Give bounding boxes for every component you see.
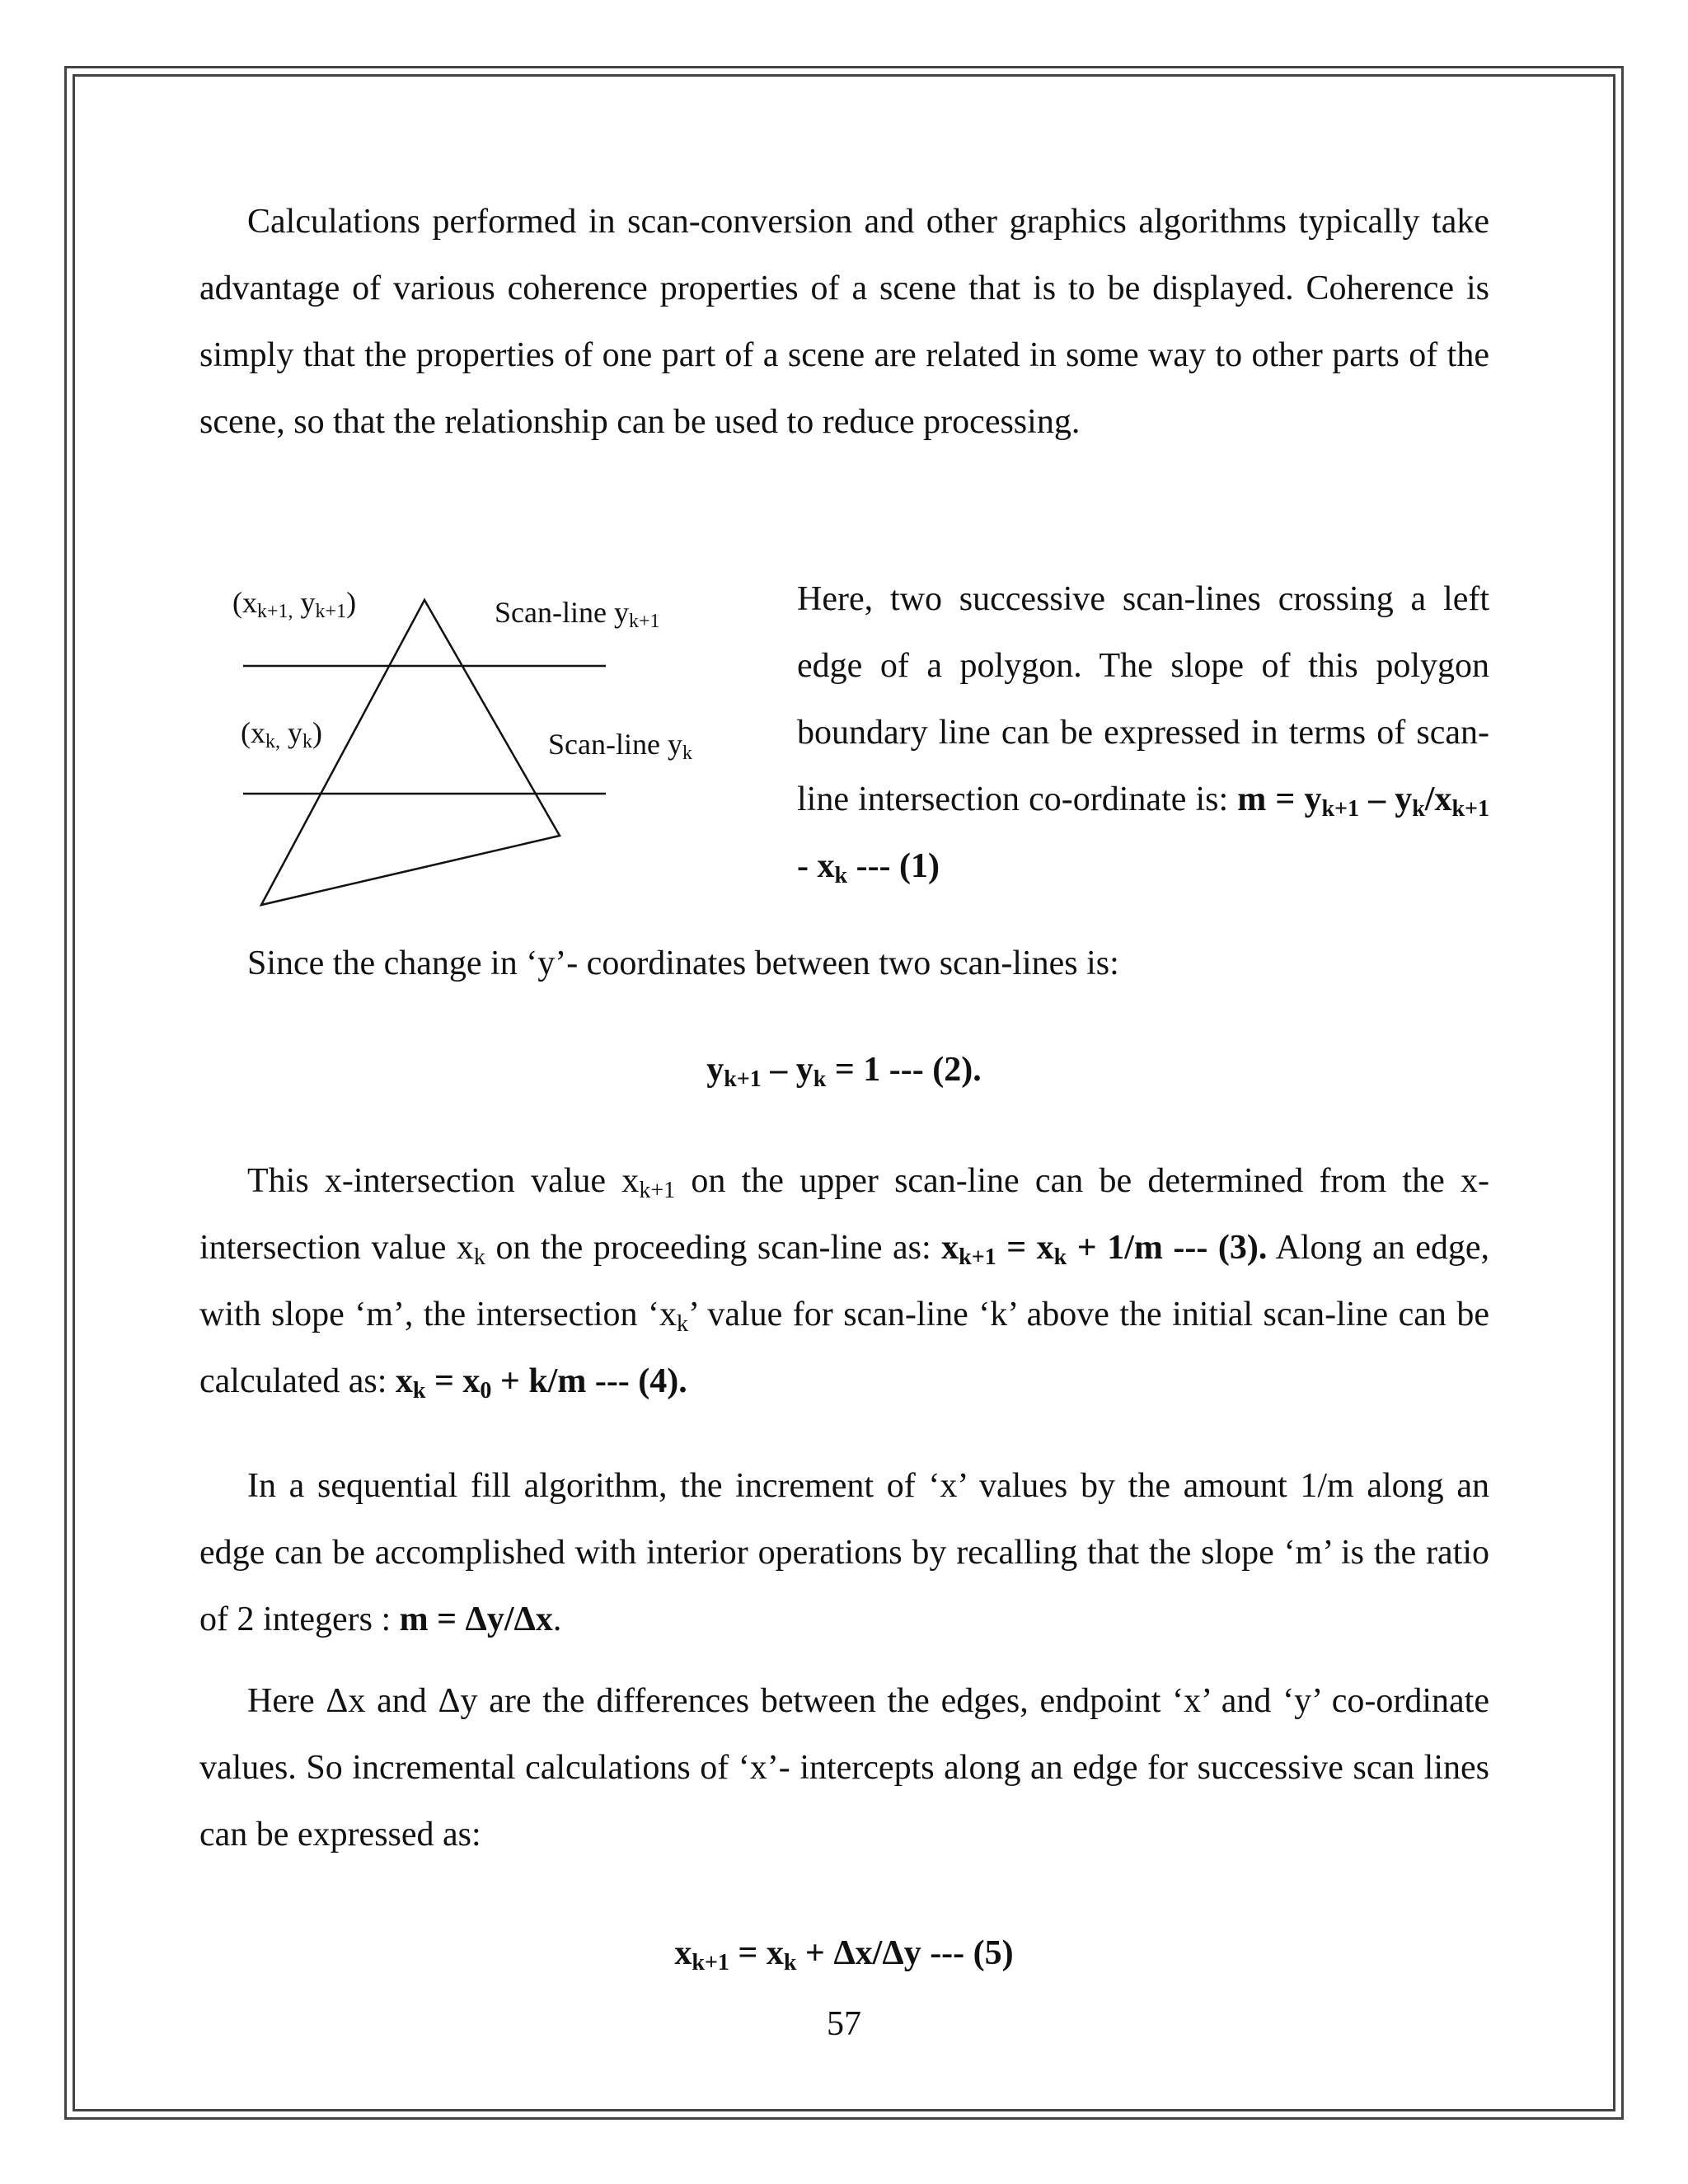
equation-5: $x_{k+1} = x_k + \Delta x/\Delta y$ --- (5) xyxy=(674,1934,1014,1975)
paragraph-x-intersection xyxy=(199,1148,1489,1415)
slope-ratio-equation: m = Δy/Δx xyxy=(399,1601,553,1638)
paragraph-1-text: Calculations performed in scan-conversion and other graphics algorithms typically take advantage of various coherence properties of a scene that is to be displayed. Coherence is simply that the properties of one part of a scene are related in some way to other parts of the scene, so that the relationship can be used to reduce processing. xyxy=(199,203,1489,441)
paragraph-incremental xyxy=(199,1668,1489,1868)
equation-4: $x_k = x_0 + k/m$ --- (4). xyxy=(395,1362,687,1404)
paragraph-4-text: In a sequential fill algorithm, the increment of ‘x’ values by the amount 1/m along an edge can be accomplished with interior operations by recalling that the slope ‘m’ is the ratio of 2 integers : m = Δy/Δx. xyxy=(199,1467,1489,1638)
paragraph-3-text: This x-intersection value $x_{k+1}$ on the upper scan-line can be determined from the x-intersection value $x_k$ on the proceeding scan-line as: $x_{k+1} = x_k + 1/m$ --- (3). Along an edge, with slope ‘m’, the intersection ‘$x_k$’ value for scan-line ‘k’ above the initial scan-line can be calculated as: $x_k = x_0 + k/m$ --- (4). xyxy=(199,1162,1490,1404)
slope-description: Here, two successive scan-lines crossing a left edge of a polygon. The slope of this polygon boundary line can be expressed in terms of scan-line intersection co-ordinate is: $m = y_{k+1} - y_k/x_{k+1} - x_k$ --- (1) xyxy=(797,580,1489,888)
equation-2: $y_{k+1} - y_k = 1$ --- (2). xyxy=(706,1051,982,1092)
equation-3: $x_{k+1} = x_k + 1/m$ --- (3). xyxy=(941,1229,1268,1270)
lower-scanline-label: Scan-line $y_k$ xyxy=(548,728,692,764)
upper-scanline-label: Scan-line $y_{k+1}$ xyxy=(495,596,660,632)
page-number: 57 xyxy=(827,2005,861,2043)
paragraph-y-change xyxy=(199,930,1489,997)
lower-point-label: ($x_{k,}$ $y_k$) xyxy=(241,716,322,752)
paragraph-sequential-fill xyxy=(199,1453,1489,1653)
scanline-diagram xyxy=(223,577,742,923)
paragraph-2-text: Since the change in ‘y’- coordinates between two scan-lines is: xyxy=(247,944,1119,982)
paragraph-5-text: Here Δx and Δy are the differences between the edges, endpoint ‘x’ and ‘y’ co-ordinate values. So incremental calculations of ‘x’- intercepts along an edge for successive scan lines can be expressed as: xyxy=(199,1682,1489,1854)
paragraph-coherence xyxy=(199,189,1489,456)
equation-1: $m = y_{k+1} - y_k/x_{k+1} - x_k$ --- (1) xyxy=(797,780,1489,888)
polygon-triangle xyxy=(261,600,560,905)
upper-point-label: ($x_{k+1,}$ $y_{k+1}$) xyxy=(232,586,357,622)
